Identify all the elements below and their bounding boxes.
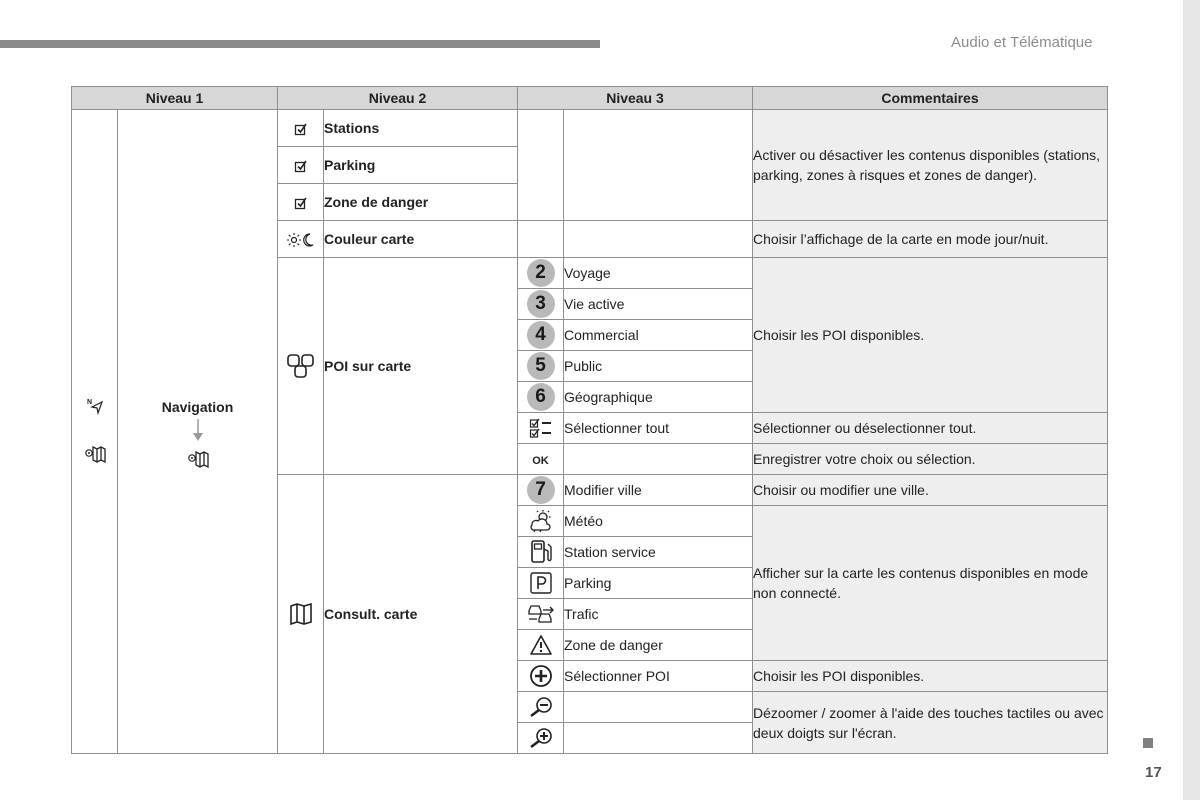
empty-cell (518, 221, 564, 258)
station-service-label[interactable]: Station service (564, 537, 753, 568)
number-badge: 2 (527, 259, 555, 287)
empty-cell (518, 110, 564, 221)
column-header-niveau-3: Niveau 3 (518, 87, 753, 110)
warning-icon[interactable] (518, 630, 564, 661)
select-all-label[interactable]: Sélectionner tout (564, 413, 753, 444)
checkbox-icon[interactable] (278, 110, 324, 147)
checkbox-icon[interactable] (278, 147, 324, 184)
navigation-compass-icon (72, 397, 117, 418)
arrow-down-icon (192, 419, 204, 443)
table-header-row (72, 87, 1108, 110)
couleur-comment: Choisir l’affichage de la carte en mode jour/nuit. (753, 221, 1108, 258)
traffic-icon[interactable] (518, 599, 564, 630)
number-badge: 4 (527, 321, 555, 349)
poi-voyage-label[interactable]: Voyage (564, 258, 753, 289)
empty-cell (564, 444, 753, 475)
parking-icon[interactable] (518, 568, 564, 599)
weather-icon[interactable] (518, 506, 564, 537)
svg-text:N: N (86, 398, 92, 406)
toggle-comment: Activer ou désactiver les contenus disponibles (stations, parking, zones à risques et zones de danger). (753, 110, 1108, 221)
navigation-cell (118, 110, 278, 754)
modify-city-label[interactable]: Modifier ville (564, 475, 753, 506)
map-icon[interactable] (278, 475, 324, 754)
stations-label[interactable]: Stations (324, 110, 518, 147)
content-comment: Afficher sur la carte les contenus disponibles en mode non connecté. (753, 506, 1108, 661)
meteo-label[interactable]: Météo (564, 506, 753, 537)
ok-button[interactable]: OK (532, 455, 549, 467)
poi-icon[interactable] (278, 258, 324, 475)
parking-label[interactable]: Parking (324, 147, 518, 184)
level1-cell (72, 110, 118, 754)
poi-public-label[interactable]: Public (564, 351, 753, 382)
number-badge: 5 (527, 352, 555, 380)
header-bar (0, 40, 600, 48)
couleur-carte-label[interactable]: Couleur carte (324, 221, 518, 258)
select-poi-label[interactable]: Sélectionner POI (564, 661, 753, 692)
ok-comment: Enregistrer votre choix ou sélection. (753, 444, 1108, 475)
empty-cell (564, 723, 753, 754)
empty-cell (564, 221, 753, 258)
day-night-icon[interactable] (278, 221, 324, 258)
map-settings-icon (72, 444, 117, 467)
section-title: Audio et Télématique (951, 34, 1093, 51)
empty-cell (564, 110, 753, 221)
checkbox-icon[interactable] (278, 184, 324, 221)
empty-cell (564, 692, 753, 723)
add-circle-icon[interactable] (518, 661, 564, 692)
column-header-commentaires: Commentaires (753, 87, 1108, 110)
poi-vie-active-label[interactable]: Vie active (564, 289, 753, 320)
zoom-out-icon[interactable] (518, 692, 564, 723)
corner-marker (1143, 738, 1153, 748)
menu-table (71, 86, 1108, 754)
page-edge-strip (1183, 0, 1200, 800)
trafic-label[interactable]: Trafic (564, 599, 753, 630)
parking-item-label[interactable]: Parking (564, 568, 753, 599)
select-all-comment: Sélectionner ou déselectionner tout. (753, 413, 1108, 444)
poi-sur-carte-label[interactable]: POI sur carte (324, 258, 518, 475)
select-all-icon[interactable] (518, 413, 564, 444)
poi-commercial-label[interactable]: Commercial (564, 320, 753, 351)
table-row (72, 110, 1108, 147)
page-number: 17 (1145, 764, 1162, 781)
poi-comment: Choisir les POI disponibles. (753, 258, 1108, 413)
fuel-station-icon[interactable] (518, 537, 564, 568)
consult-carte-label[interactable]: Consult. carte (324, 475, 518, 754)
column-header-niveau-1: Niveau 1 (72, 87, 278, 110)
number-badge: 6 (527, 383, 555, 411)
zone-danger-label[interactable]: Zone de danger (324, 184, 518, 221)
modify-city-comment: Choisir ou modifier une ville. (753, 475, 1108, 506)
zone-danger-item-label[interactable]: Zone de danger (564, 630, 753, 661)
number-badge: 7 (527, 476, 555, 504)
number-badge: 3 (527, 290, 555, 318)
map-settings-icon (186, 456, 210, 472)
zoom-comment: Dézoomer / zoomer à l'aide des touches tactiles ou avec deux doigts sur l'écran. (753, 692, 1108, 754)
zoom-in-icon[interactable] (518, 723, 564, 754)
navigation-label: Navigation (161, 399, 234, 415)
poi-geographique-label[interactable]: Géographique (564, 382, 753, 413)
column-header-niveau-2: Niveau 2 (278, 87, 518, 110)
select-poi-comment: Choisir les POI disponibles. (753, 661, 1108, 692)
